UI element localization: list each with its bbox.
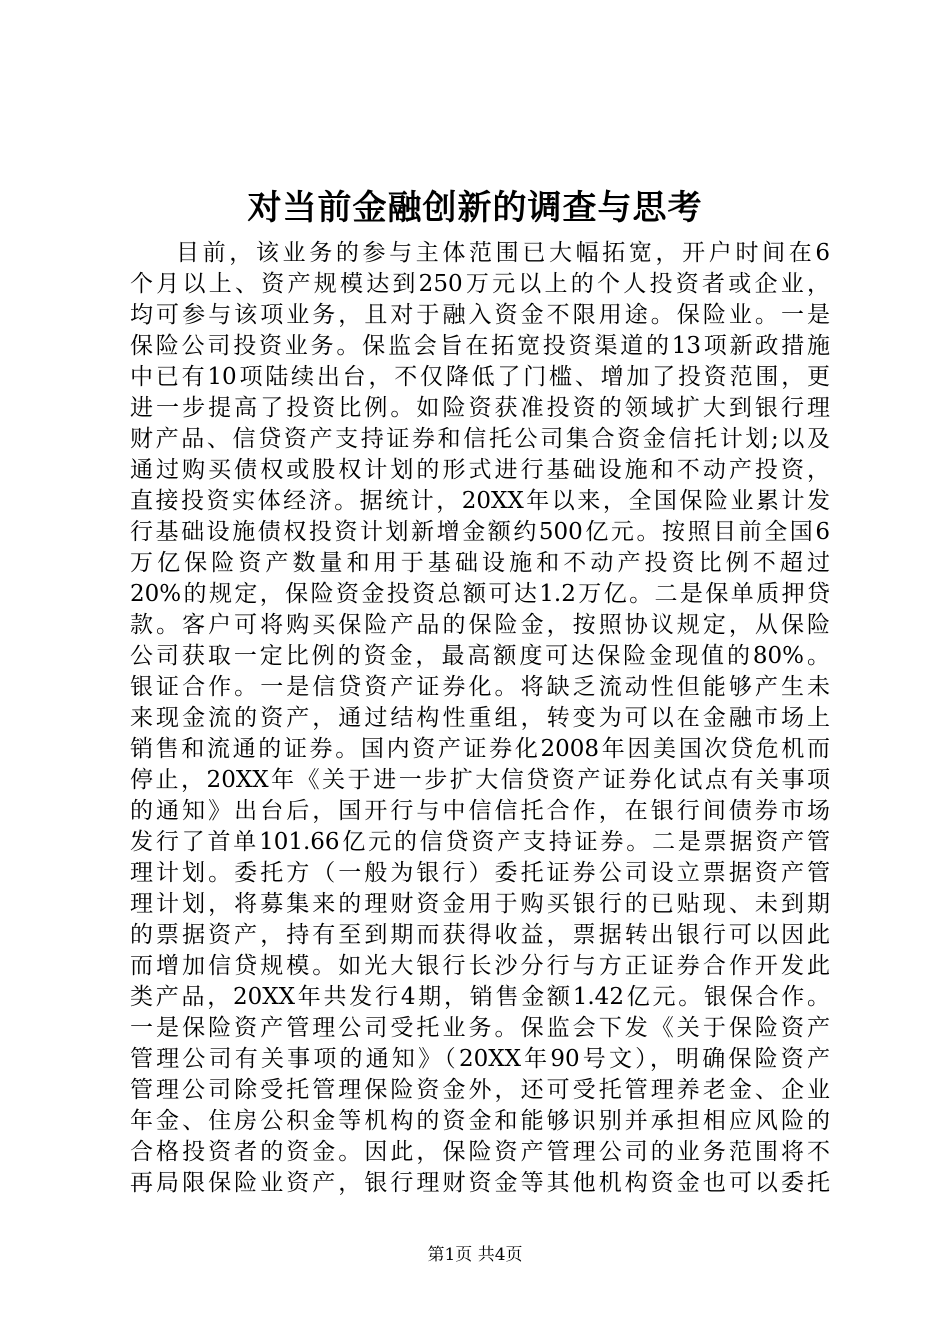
body-line: 再局限保险业资产，银行理财资金等其他机构资金也可以委托	[130, 1170, 830, 1196]
body-line: 类产品，20XX年共发行4期，销售金额1.42亿元。银保合作。	[130, 984, 830, 1010]
body-line: 的票据资产，持有至到期而获得收益，票据转出银行可以因此	[130, 922, 830, 948]
body-line: 20%的规定，保险资金投资总额可达1.2万亿。二是保单质押贷	[130, 581, 830, 607]
body-line: 银证合作。一是信贷资产证券化。将缺乏流动性但能够产生未	[130, 674, 830, 700]
body-line: 万亿保险资产数量和用于基础设施和不动产投资比例不超过	[130, 550, 830, 576]
body-line: 行基础设施债权投资计划新增金额约500亿元。按照目前全国6	[130, 519, 830, 545]
body-line: 直接投资实体经济。据统计，20XX年以来，全国保险业累计发	[130, 488, 830, 514]
page-footer: 第1页 共4页	[427, 1245, 523, 1265]
body-line: 理计划，将募集来的理财资金用于购买银行的已贴现、未到期	[130, 891, 830, 917]
body-line: 款。客户可将购买保险产品的保险金，按照协议规定，从保险	[130, 612, 830, 638]
body-line: 通过购买债权或股权计划的形式进行基础设施和不动产投资，	[130, 457, 830, 483]
body-line: 停止，20XX年《关于进一步扩大信贷资产证券化试点有关事项	[130, 767, 830, 793]
body-line: 发行了首单101.66亿元的信贷资产支持证券。二是票据资产管	[130, 829, 830, 855]
document-title: 对当前金融创新的调查与思考	[247, 188, 703, 228]
body-line: 年金、住房公积金等机构的资金和能够识别并承担相应风险的	[130, 1108, 830, 1134]
body-line: 销售和流通的证券。国内资产证券化2008年因美国次贷危机而	[130, 736, 830, 762]
body-line: 管理公司除受托管理保险资金外，还可受托管理养老金、企业	[130, 1077, 830, 1103]
document-body	[130, 238, 830, 1199]
body-line: 理计划。委托方（一般为银行）委托证券公司设立票据资产管	[130, 860, 830, 886]
body-line: 财产品、信贷资产支持证券和信托公司集合资金信托计划;以及	[130, 426, 830, 452]
body-line: 个月以上、资产规模达到250万元以上的个人投资者或企业，	[130, 271, 830, 297]
body-line: 均可参与该项业务，且对于融入资金不限用途。保险业。一是	[130, 302, 830, 328]
body-line: 合格投资者的资金。因此，保险资产管理公司的业务范围将不	[130, 1139, 830, 1165]
body-line: 公司获取一定比例的资金，最高额度可达保险金现值的80%。	[130, 643, 830, 669]
body-line: 来现金流的资产，通过结构性重组，转变为可以在金融市场上	[130, 705, 830, 731]
body-line: 目前，该业务的参与主体范围已大幅拓宽，开户时间在6	[176, 240, 830, 266]
body-line: 进一步提高了投资比例。如险资获准投资的领域扩大到银行理	[130, 395, 830, 421]
body-line: 而增加信贷规模。如光大银行长沙分行与方正证券合作开发此	[130, 953, 830, 979]
body-line: 一是保险资产管理公司受托业务。保监会下发《关于保险资产	[130, 1015, 830, 1041]
body-line: 中已有10项陆续出台，不仅降低了门槛、增加了投资范围，更	[130, 364, 830, 390]
body-line: 管理公司有关事项的通知》（20XX年90号文），明确保险资产	[130, 1046, 830, 1072]
body-line: 保险公司投资业务。保监会旨在拓宽投资渠道的13项新政措施	[130, 333, 830, 359]
body-line: 的通知》出台后，国开行与中信信托合作，在银行间债券市场	[130, 798, 830, 824]
